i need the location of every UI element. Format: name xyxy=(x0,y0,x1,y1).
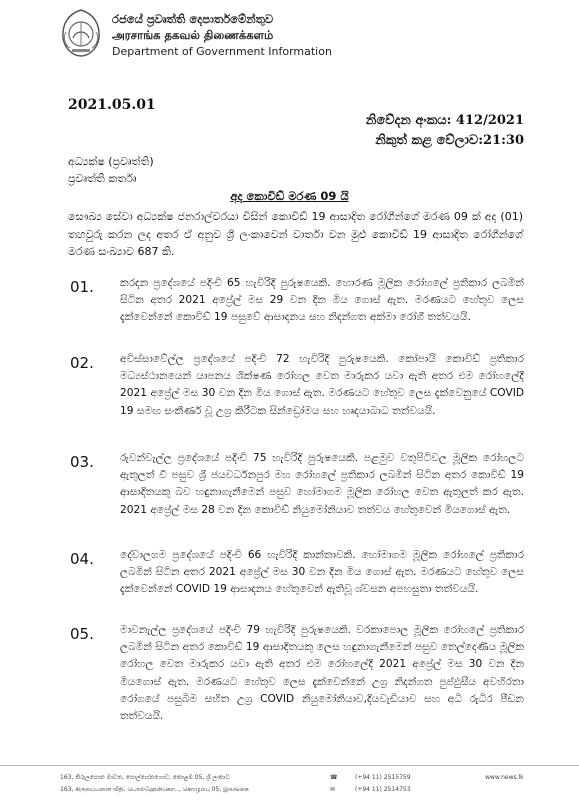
item-number: 01. xyxy=(70,278,94,296)
department-name-tamil: அரசாங்க தகவல் திணைக்களம் xyxy=(112,28,274,42)
footer-divider xyxy=(0,765,579,766)
release-date: 2021.05.01 xyxy=(68,97,156,113)
phone-icon: ☎ xyxy=(330,774,338,781)
footer-fax: (+94 11) 2514753 xyxy=(355,786,411,793)
item-number: 05. xyxy=(70,625,94,643)
department-name-sinhala: රජයේ ප්‍රවෘත්ති දෙපාර්තමේන්තුව xyxy=(112,12,274,26)
footer-website[interactable]: www.news.lk xyxy=(485,774,524,781)
release-time: නිකුත් කළ වේලාව:21:30 xyxy=(375,133,524,148)
item-text: අවිස්සාවේල්ල ප්‍රදේශයේ පදිංචි 72 හැවිරිදි පුරුෂයෙකි. කෝපායි කොවිඩ් ප්‍රතිකාර මධ්‍යස්ථානයෙන් යාපනය ශික්ෂණ රෝහල වෙත මාරුකර යවා ඇති අතර එම රෝහලේදී 2021 අප්‍රේල් මස 30 වන දින මිය ගොස් ඇත. මරණයට හේතුව ලෙස දැක්වෙනුයේ COVID 19 සමඟ සංකීර්ණ වූ උග්‍ර කිරීටක සින්ඩ්‍රෝමය සහ හෘදයාබාධ තත්වයයි. xyxy=(120,353,524,417)
government-emblem-icon xyxy=(58,8,104,58)
footer-telephone: (+94 11) 2515759 xyxy=(355,774,411,781)
addressee-line-1: අධ්‍යක්ෂ (ප්‍රවෘත්ති) xyxy=(68,155,154,168)
item-number: 04. xyxy=(70,550,94,568)
item-text: කරදන ප්‍රදේශයේ පදිංචි 65 හැවිරිදි පුරුෂයෙකි. හොරණ මූලික රෝහලේ ප්‍රතිකාර ලබමින් සිටින අතර 2021 අප්‍රේල් මස 29 වන දින මිය ගොස් ඇත. මරණයට හේතුව ලෙස දැක්වෙන්නේ කොවිඩ් 19 පසුවේ ආසාදනය සහ නිදන්ගත අක්මා රෝගී තත්වයයි. xyxy=(120,277,524,324)
item-number: 02. xyxy=(70,354,94,372)
document-title: අද කොවිඩ් මරණ 09 යි xyxy=(230,189,349,203)
footer-address-tamil: 163, கிருலப்பனை வீதி, பொல்ஹேன்கொட, கொழும்பு 05, இலங்கை xyxy=(60,786,249,793)
fax-icon: ✉ xyxy=(330,786,336,793)
item-text: දේවාලගම ප්‍රදේශයේ පදිංචි 66 හැවිරිදි කාන්තාවකි. හෝමාගම මූලික රෝහලේ ප්‍රතිකාර ලබමින් සිටින අතර 2021 අප්‍රේල් මස 30 වන දින මිය ගොස් ඇත. මරණයට හේතුව ලෙස දැක්වෙන්නේ COVID 19 ආසාදනය හේතුවෙන් ඇතිවූ ශ්වසන අපහසුතා තත්වයයි. xyxy=(120,549,524,596)
intro-paragraph: සෞඛ්‍ය සේවා අධ්‍යක්ෂ ජනරාල්වරයා විසින් කොවිඩ් 19 ආසාදිත රෝගීන්ගේ මරණ 09 ක් අද (01) තහවුරු කරන ලද අතර ඒ අනුව ශ්‍රී ලංකාවෙන් වාර්තා වන මුළු කොවිඩ් 19 ආසාදිත රෝගීන්ගේ මරණ සංඛ්‍යාව 687 කි. xyxy=(68,210,523,258)
department-name-english: Department of Government Information xyxy=(112,45,332,58)
document-title-wrapper xyxy=(0,189,579,204)
item-text: මාවනැල්ල ප්‍රදේශයේ පදිංචි 79 හැවිරිදි පුරුෂයෙකි. වරකාපොල මූලික රෝහලේ ප්‍රතිකාර ලබමින් සිටින අතර කොවිඩ් 19 ආසාදිතයකු ලෙස හඳුනාගැනීමෙන් පසුව තෙල්දෙණිය මූලික රෝහල වෙත මාරුකර යවා ඇති අතර එම රෝහලේදී 2021 අප්‍රේල් මස 30 වන දින මියගොස් ඇත. මරණයට හේතුව ලෙස දැක්වෙන්නේ උග්‍ර නිදන්ගත පුප්ඵුසීය අවහිරතා රෝගයේ පසුබිම සහිත උග්‍ර COVID නියුමෝනියාව,දියවැඩියාව සහ අධි රුධිර පීඩන තත්වයයි. xyxy=(120,624,524,723)
release-number: නිවේදන අංකය: 412/2021 xyxy=(365,113,524,128)
item-text: රුවන්වැල්ල ප්‍රදේශයේ පදිංචි 75 හැවිරිදි පුරුෂයෙකි. පළමුව වතුපිටිවල මූලික රෝහලට ඇතුලත් වී පසුව ශ්‍රී ජයවර්ධනපුර මහ රෝහලේ ප්‍රතිකාර ලබමින් සිටින අතර කොවිඩ් 19 ආසාදිතයකු බව හඳුනාගැනීමෙන් පසුව හෝමාගම මූලික රෝහල වෙත ඇතුලත් කර ඇත. 2021 අප්‍රේල් මස 28 වන දින කොවිඩ් නියුමෝනියාව තත්වය හේතුවෙන් මියගොස් ඇත. xyxy=(120,452,524,516)
addressee-line-2: ප්‍රවෘත්ති කර්තෘ xyxy=(68,172,137,185)
footer-address-sinhala: 163, කිරුලපොන මාවත, පොල්හේනගොඩ, කොළඹ 05, ශ්‍රී ලංකාව xyxy=(60,774,230,781)
item-number: 03. xyxy=(70,453,94,471)
